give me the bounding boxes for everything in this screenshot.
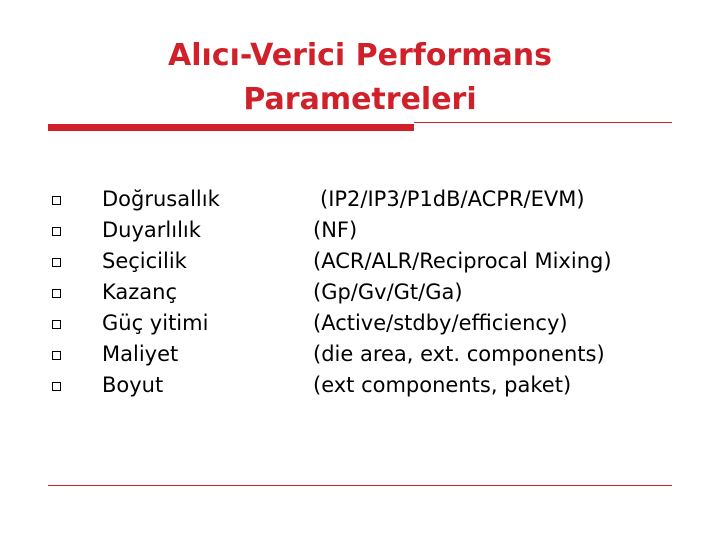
hollow-square-bullet-icon (52, 382, 61, 391)
slide-title-line-1: Alıcı-Verici Performans (168, 38, 552, 73)
slide-title-line-2: Parametreleri (243, 82, 477, 117)
hollow-square-bullet-icon (52, 351, 61, 360)
parameter-detail: (IP2/IP3/P1dB/ACPR/EVM) (320, 187, 585, 211)
list-item (0, 370, 720, 401)
list-item (0, 246, 720, 277)
parameter-detail: (die area, ext. components) (313, 342, 605, 366)
parameter-name: Maliyet (102, 342, 179, 366)
slide-title (0, 34, 720, 122)
title-underline-thin (414, 122, 672, 123)
parameter-name: Duyarlılık (102, 218, 201, 242)
hollow-square-bullet-icon (52, 289, 61, 298)
list-item (0, 184, 720, 215)
parameter-name: Boyut (102, 373, 164, 397)
list-item (0, 308, 720, 339)
parameter-detail: (Active/stdby/efficiency) (313, 311, 568, 335)
hollow-square-bullet-icon (52, 227, 61, 236)
parameter-name: Doğrusallık (102, 187, 220, 211)
parameter-name: Seçicilik (102, 249, 187, 273)
title-underline-thick (48, 124, 414, 131)
parameter-detail: (Gp/Gv/Gt/Ga) (313, 280, 463, 304)
parameter-detail: (ACR/ALR/Reciprocal Mixing) (313, 249, 612, 273)
parameter-detail: (NF) (313, 218, 358, 242)
hollow-square-bullet-icon (52, 258, 61, 267)
footer-divider (48, 485, 672, 486)
hollow-square-bullet-icon (52, 196, 61, 205)
list-item (0, 277, 720, 308)
parameter-name: Güç yitimi (102, 311, 209, 335)
list-item (0, 339, 720, 370)
hollow-square-bullet-icon (52, 320, 61, 329)
list-item (0, 215, 720, 246)
parameter-detail: (ext components, paket) (313, 373, 572, 397)
parameter-name: Kazanç (102, 280, 178, 304)
